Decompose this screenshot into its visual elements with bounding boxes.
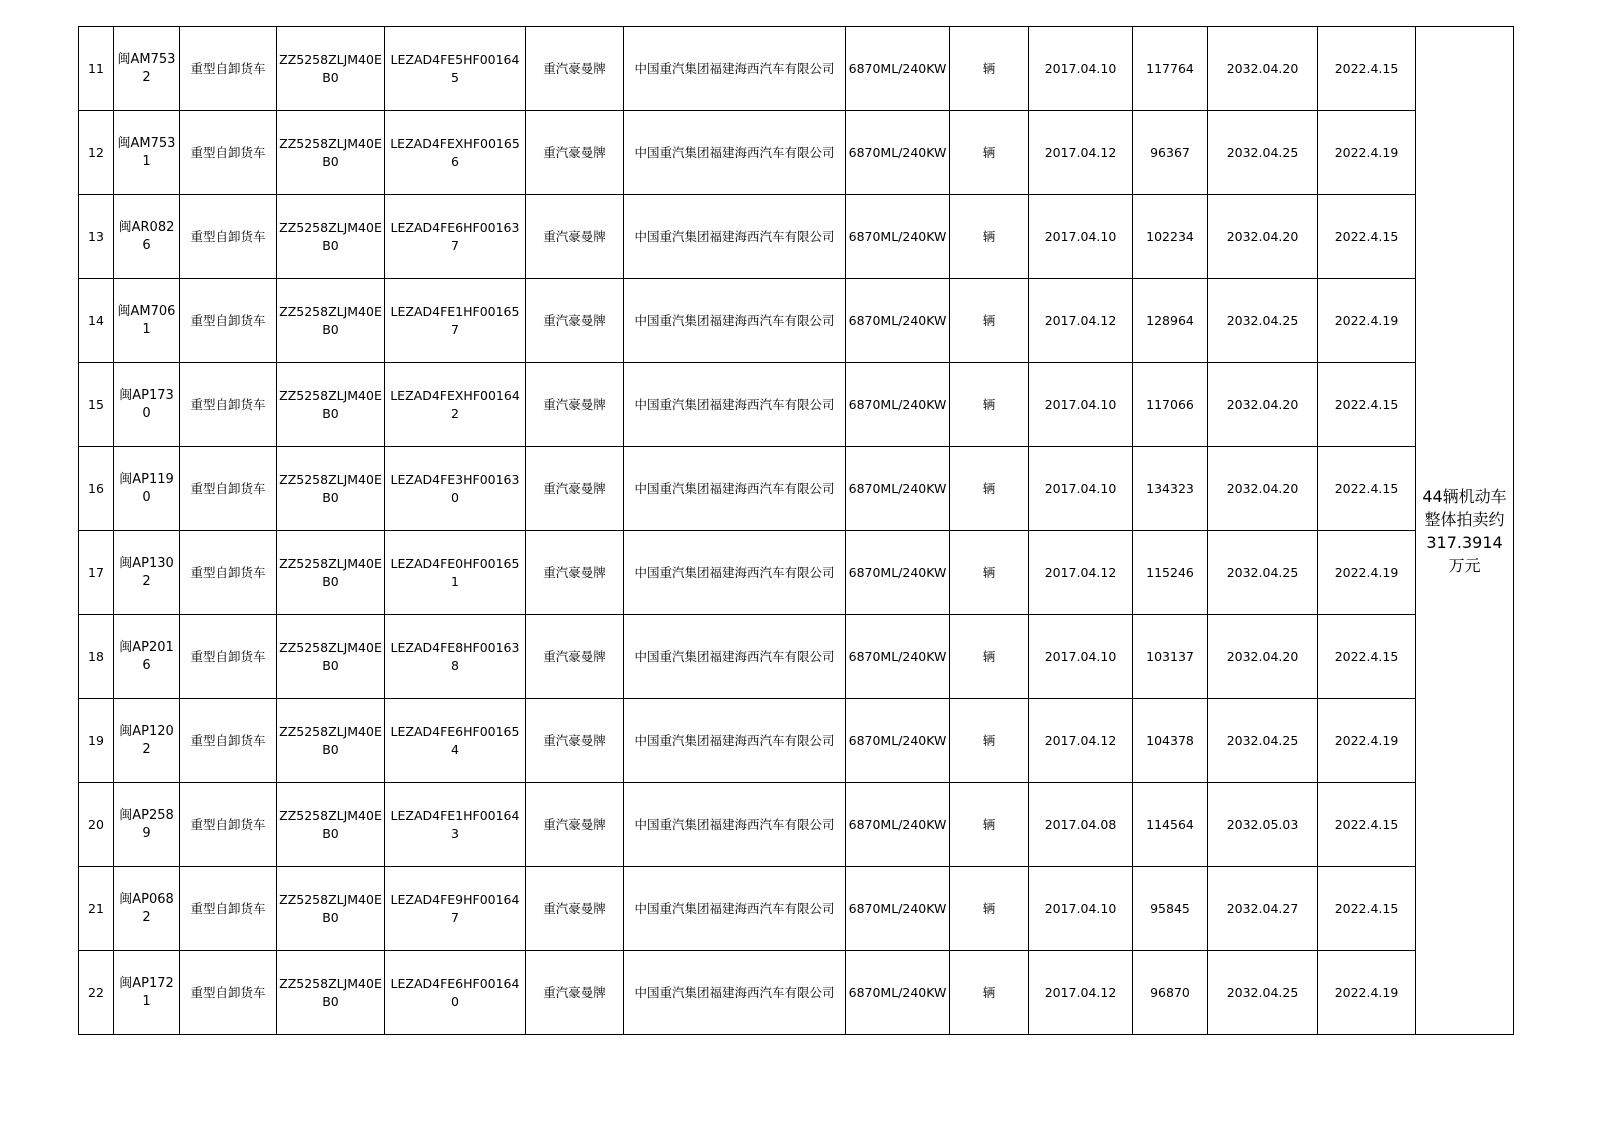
vin-cell: LEZAD4FE6HF001654 — [385, 699, 526, 783]
scrap-date-cell: 2032.04.20 — [1208, 195, 1318, 279]
manufacturer-cell: 中国重汽集团福建海西汽车有限公司 — [624, 279, 846, 363]
plate-number-cell: 闽AR0826 — [114, 195, 180, 279]
mileage-cell: 117764 — [1133, 27, 1208, 111]
table-body — [79, 27, 1514, 1035]
vehicle-model-cell: ZZ5258ZLJM40EB0 — [277, 783, 385, 867]
mileage-cell: 95845 — [1133, 867, 1208, 951]
registration-date-cell: 2017.04.10 — [1029, 195, 1133, 279]
brand-cell: 重汽豪曼牌 — [526, 447, 624, 531]
inspection-date-cell: 2022.4.15 — [1318, 783, 1416, 867]
registration-date-cell: 2017.04.12 — [1029, 699, 1133, 783]
vehicle-type-cell: 重型自卸货车 — [180, 951, 277, 1035]
vehicle-type-cell: 重型自卸货车 — [180, 195, 277, 279]
row-number-cell: 11 — [79, 27, 114, 111]
inspection-date-cell: 2022.4.15 — [1318, 447, 1416, 531]
mileage-cell: 104378 — [1133, 699, 1208, 783]
unit-cell: 辆 — [950, 279, 1029, 363]
manufacturer-cell: 中国重汽集团福建海西汽车有限公司 — [624, 195, 846, 279]
registration-date-cell: 2017.04.08 — [1029, 783, 1133, 867]
unit-cell: 辆 — [950, 783, 1029, 867]
inspection-date-cell: 2022.4.19 — [1318, 699, 1416, 783]
scrap-date-cell: 2032.04.20 — [1208, 27, 1318, 111]
vin-cell: LEZAD4FE1HF001657 — [385, 279, 526, 363]
inspection-date-cell: 2022.4.19 — [1318, 531, 1416, 615]
brand-cell: 重汽豪曼牌 — [526, 867, 624, 951]
table-row — [79, 531, 1514, 615]
row-number-cell: 20 — [79, 783, 114, 867]
inspection-date-cell: 2022.4.15 — [1318, 27, 1416, 111]
vehicle-model-cell: ZZ5258ZLJM40EB0 — [277, 195, 385, 279]
registration-date-cell: 2017.04.12 — [1029, 111, 1133, 195]
auction-summary-cell: 44辆机动车整体拍卖约317.3914万元 — [1416, 27, 1514, 1035]
row-number-cell: 21 — [79, 867, 114, 951]
registration-date-cell: 2017.04.10 — [1029, 867, 1133, 951]
unit-cell: 辆 — [950, 531, 1029, 615]
manufacturer-cell: 中国重汽集团福建海西汽车有限公司 — [624, 447, 846, 531]
row-number-cell: 22 — [79, 951, 114, 1035]
vehicle-type-cell: 重型自卸货车 — [180, 447, 277, 531]
inspection-date-cell: 2022.4.19 — [1318, 279, 1416, 363]
row-number-cell: 14 — [79, 279, 114, 363]
brand-cell: 重汽豪曼牌 — [526, 363, 624, 447]
table-row — [79, 951, 1514, 1035]
scrap-date-cell: 2032.04.20 — [1208, 615, 1318, 699]
table-row — [79, 615, 1514, 699]
plate-number-cell: 闽AM7531 — [114, 111, 180, 195]
row-number-cell: 19 — [79, 699, 114, 783]
row-number-cell: 13 — [79, 195, 114, 279]
vin-cell: LEZAD4FE5HF001645 — [385, 27, 526, 111]
brand-cell: 重汽豪曼牌 — [526, 195, 624, 279]
row-number-cell: 16 — [79, 447, 114, 531]
mileage-cell: 96870 — [1133, 951, 1208, 1035]
mileage-cell: 102234 — [1133, 195, 1208, 279]
engine-spec-cell: 6870ML/240KW — [846, 531, 950, 615]
vehicle-type-cell: 重型自卸货车 — [180, 615, 277, 699]
scrap-date-cell: 2032.04.27 — [1208, 867, 1318, 951]
vin-cell: LEZAD4FE9HF001647 — [385, 867, 526, 951]
table-row — [79, 363, 1514, 447]
vehicle-type-cell: 重型自卸货车 — [180, 111, 277, 195]
plate-number-cell: 闽AP1721 — [114, 951, 180, 1035]
registration-date-cell: 2017.04.12 — [1029, 279, 1133, 363]
vehicle-type-cell: 重型自卸货车 — [180, 867, 277, 951]
table-row — [79, 867, 1514, 951]
mileage-cell: 115246 — [1133, 531, 1208, 615]
table-row — [79, 111, 1514, 195]
vehicle-type-cell: 重型自卸货车 — [180, 363, 277, 447]
brand-cell: 重汽豪曼牌 — [526, 279, 624, 363]
table-row — [79, 195, 1514, 279]
manufacturer-cell: 中国重汽集团福建海西汽车有限公司 — [624, 111, 846, 195]
row-number-cell: 12 — [79, 111, 114, 195]
vin-cell: LEZAD4FE3HF001630 — [385, 447, 526, 531]
scrap-date-cell: 2032.05.03 — [1208, 783, 1318, 867]
unit-cell: 辆 — [950, 699, 1029, 783]
scrap-date-cell: 2032.04.25 — [1208, 699, 1318, 783]
vehicle-model-cell: ZZ5258ZLJM40EB0 — [277, 279, 385, 363]
inspection-date-cell: 2022.4.15 — [1318, 867, 1416, 951]
mileage-cell: 103137 — [1133, 615, 1208, 699]
vehicle-type-cell: 重型自卸货车 — [180, 27, 277, 111]
engine-spec-cell: 6870ML/240KW — [846, 615, 950, 699]
vehicle-model-cell: ZZ5258ZLJM40EB0 — [277, 27, 385, 111]
registration-date-cell: 2017.04.10 — [1029, 615, 1133, 699]
vehicle-model-cell: ZZ5258ZLJM40EB0 — [277, 951, 385, 1035]
mileage-cell: 96367 — [1133, 111, 1208, 195]
brand-cell: 重汽豪曼牌 — [526, 699, 624, 783]
scrap-date-cell: 2032.04.25 — [1208, 951, 1318, 1035]
scrap-date-cell: 2032.04.25 — [1208, 111, 1318, 195]
inspection-date-cell: 2022.4.19 — [1318, 951, 1416, 1035]
inspection-date-cell: 2022.4.15 — [1318, 615, 1416, 699]
vehicle-auction-table — [78, 26, 1514, 1035]
vin-cell: LEZAD4FE1HF001643 — [385, 783, 526, 867]
brand-cell: 重汽豪曼牌 — [526, 531, 624, 615]
vehicle-model-cell: ZZ5258ZLJM40EB0 — [277, 867, 385, 951]
brand-cell: 重汽豪曼牌 — [526, 951, 624, 1035]
vin-cell: LEZAD4FE6HF001640 — [385, 951, 526, 1035]
engine-spec-cell: 6870ML/240KW — [846, 111, 950, 195]
plate-number-cell: 闽AP1730 — [114, 363, 180, 447]
vehicle-model-cell: ZZ5258ZLJM40EB0 — [277, 111, 385, 195]
scrap-date-cell: 2032.04.25 — [1208, 279, 1318, 363]
engine-spec-cell: 6870ML/240KW — [846, 867, 950, 951]
unit-cell: 辆 — [950, 951, 1029, 1035]
engine-spec-cell: 6870ML/240KW — [846, 27, 950, 111]
row-number-cell: 15 — [79, 363, 114, 447]
plate-number-cell: 闽AP2016 — [114, 615, 180, 699]
vehicle-model-cell: ZZ5258ZLJM40EB0 — [277, 615, 385, 699]
manufacturer-cell: 中国重汽集团福建海西汽车有限公司 — [624, 531, 846, 615]
plate-number-cell: 闽AM7532 — [114, 27, 180, 111]
plate-number-cell: 闽AP2589 — [114, 783, 180, 867]
vehicle-model-cell: ZZ5258ZLJM40EB0 — [277, 447, 385, 531]
manufacturer-cell: 中国重汽集团福建海西汽车有限公司 — [624, 951, 846, 1035]
vin-cell: LEZAD4FEXHF001656 — [385, 111, 526, 195]
table-row — [79, 783, 1514, 867]
engine-spec-cell: 6870ML/240KW — [846, 783, 950, 867]
unit-cell: 辆 — [950, 27, 1029, 111]
plate-number-cell: 闽AM7061 — [114, 279, 180, 363]
vin-cell: LEZAD4FE8HF001638 — [385, 615, 526, 699]
vehicle-model-cell: ZZ5258ZLJM40EB0 — [277, 699, 385, 783]
engine-spec-cell: 6870ML/240KW — [846, 279, 950, 363]
vehicle-type-cell: 重型自卸货车 — [180, 783, 277, 867]
inspection-date-cell: 2022.4.19 — [1318, 111, 1416, 195]
brand-cell: 重汽豪曼牌 — [526, 615, 624, 699]
vehicle-type-cell: 重型自卸货车 — [180, 279, 277, 363]
mileage-cell: 117066 — [1133, 363, 1208, 447]
manufacturer-cell: 中国重汽集团福建海西汽车有限公司 — [624, 699, 846, 783]
mileage-cell: 128964 — [1133, 279, 1208, 363]
mileage-cell: 134323 — [1133, 447, 1208, 531]
vin-cell: LEZAD4FEXHF001642 — [385, 363, 526, 447]
manufacturer-cell: 中国重汽集团福建海西汽车有限公司 — [624, 615, 846, 699]
plate-number-cell: 闽AP0682 — [114, 867, 180, 951]
registration-date-cell: 2017.04.10 — [1029, 447, 1133, 531]
engine-spec-cell: 6870ML/240KW — [846, 363, 950, 447]
table-row — [79, 447, 1514, 531]
engine-spec-cell: 6870ML/240KW — [846, 447, 950, 531]
registration-date-cell: 2017.04.10 — [1029, 363, 1133, 447]
scrap-date-cell: 2032.04.20 — [1208, 363, 1318, 447]
vehicle-type-cell: 重型自卸货车 — [180, 531, 277, 615]
vin-cell: LEZAD4FE6HF001637 — [385, 195, 526, 279]
vin-cell: LEZAD4FE0HF001651 — [385, 531, 526, 615]
row-number-cell: 17 — [79, 531, 114, 615]
vehicle-type-cell: 重型自卸货车 — [180, 699, 277, 783]
table-row — [79, 699, 1514, 783]
manufacturer-cell: 中国重汽集团福建海西汽车有限公司 — [624, 867, 846, 951]
vehicle-model-cell: ZZ5258ZLJM40EB0 — [277, 531, 385, 615]
vehicle-model-cell: ZZ5258ZLJM40EB0 — [277, 363, 385, 447]
table-row — [79, 279, 1514, 363]
inspection-date-cell: 2022.4.15 — [1318, 195, 1416, 279]
manufacturer-cell: 中国重汽集团福建海西汽车有限公司 — [624, 783, 846, 867]
mileage-cell: 114564 — [1133, 783, 1208, 867]
manufacturer-cell: 中国重汽集团福建海西汽车有限公司 — [624, 363, 846, 447]
engine-spec-cell: 6870ML/240KW — [846, 195, 950, 279]
unit-cell: 辆 — [950, 195, 1029, 279]
brand-cell: 重汽豪曼牌 — [526, 27, 624, 111]
inspection-date-cell: 2022.4.15 — [1318, 363, 1416, 447]
unit-cell: 辆 — [950, 111, 1029, 195]
plate-number-cell: 闽AP1190 — [114, 447, 180, 531]
scrap-date-cell: 2032.04.20 — [1208, 447, 1318, 531]
unit-cell: 辆 — [950, 867, 1029, 951]
unit-cell: 辆 — [950, 363, 1029, 447]
brand-cell: 重汽豪曼牌 — [526, 111, 624, 195]
manufacturer-cell: 中国重汽集团福建海西汽车有限公司 — [624, 27, 846, 111]
registration-date-cell: 2017.04.12 — [1029, 951, 1133, 1035]
scrap-date-cell: 2032.04.25 — [1208, 531, 1318, 615]
engine-spec-cell: 6870ML/240KW — [846, 699, 950, 783]
engine-spec-cell: 6870ML/240KW — [846, 951, 950, 1035]
brand-cell: 重汽豪曼牌 — [526, 783, 624, 867]
table-row — [79, 27, 1514, 111]
registration-date-cell: 2017.04.12 — [1029, 531, 1133, 615]
unit-cell: 辆 — [950, 447, 1029, 531]
registration-date-cell: 2017.04.10 — [1029, 27, 1133, 111]
plate-number-cell: 闽AP1302 — [114, 531, 180, 615]
plate-number-cell: 闽AP1202 — [114, 699, 180, 783]
row-number-cell: 18 — [79, 615, 114, 699]
unit-cell: 辆 — [950, 615, 1029, 699]
